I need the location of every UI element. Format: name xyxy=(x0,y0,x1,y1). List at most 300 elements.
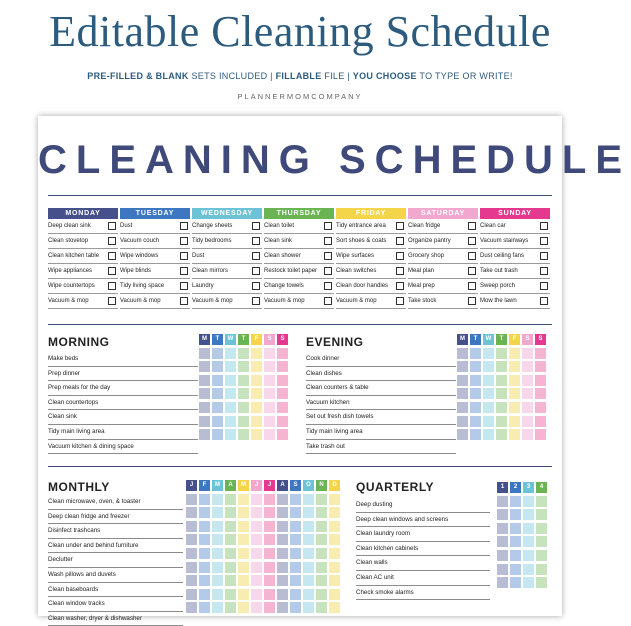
tracker-cell[interactable] xyxy=(290,534,301,545)
tracker-cell[interactable] xyxy=(186,548,197,559)
tracker-cell[interactable] xyxy=(522,416,533,427)
tracker-cell[interactable] xyxy=(316,562,327,573)
tracker-cell[interactable] xyxy=(303,494,314,505)
task-checkbox[interactable] xyxy=(396,267,404,275)
task-checkbox[interactable] xyxy=(324,222,332,230)
tracker-cell[interactable] xyxy=(483,375,494,386)
tracker-cell[interactable] xyxy=(264,348,275,359)
tracker-cell[interactable] xyxy=(238,402,249,413)
tracker-cell[interactable] xyxy=(496,388,507,399)
tracker-cell[interactable] xyxy=(264,388,275,399)
task-checkbox[interactable] xyxy=(252,297,260,305)
tracker-cell[interactable] xyxy=(303,507,314,518)
tracker-cell[interactable] xyxy=(497,550,508,561)
tracker-cell[interactable] xyxy=(303,521,314,532)
tracker-cell[interactable] xyxy=(199,388,210,399)
tracker-cell[interactable] xyxy=(535,348,546,359)
tracker-cell[interactable] xyxy=(212,602,223,613)
tracker-cell[interactable] xyxy=(186,521,197,532)
tracker-cell[interactable] xyxy=(199,416,210,427)
tracker-cell[interactable] xyxy=(483,429,494,440)
tracker-cell[interactable] xyxy=(536,523,547,534)
tracker-cell[interactable] xyxy=(238,507,249,518)
quarterly-grid-row xyxy=(497,536,549,547)
tracker-cell[interactable] xyxy=(329,562,340,573)
tracker-cell[interactable] xyxy=(303,548,314,559)
tracker-cell[interactable] xyxy=(251,429,262,440)
tracker-cell[interactable] xyxy=(509,361,520,372)
tracker-cell[interactable] xyxy=(303,562,314,573)
task-checkbox[interactable] xyxy=(540,252,548,260)
tracker-cell[interactable] xyxy=(496,348,507,359)
tracker-cell[interactable] xyxy=(264,562,275,573)
tracker-cell[interactable] xyxy=(225,429,236,440)
tracker-cell[interactable] xyxy=(238,548,249,559)
tracker-cell[interactable] xyxy=(510,577,521,588)
tracker-cell[interactable] xyxy=(225,388,236,399)
tracker-cell[interactable] xyxy=(496,429,507,440)
tracker-cell[interactable] xyxy=(522,361,533,372)
tracker-cell[interactable] xyxy=(510,564,521,575)
tracker-cell[interactable] xyxy=(316,507,327,518)
tracker-cell[interactable] xyxy=(522,429,533,440)
tracker-cell[interactable] xyxy=(329,589,340,600)
tracker-cell[interactable] xyxy=(238,521,249,532)
tracker-cell[interactable] xyxy=(225,548,236,559)
tracker-cell[interactable] xyxy=(316,602,327,613)
weekly-task-label: Vacuum & mop xyxy=(264,298,305,304)
tracker-cell[interactable] xyxy=(238,602,249,613)
tracker-cell[interactable] xyxy=(251,494,262,505)
task-checkbox[interactable] xyxy=(540,237,548,245)
tracker-cell[interactable] xyxy=(186,602,197,613)
tracker-cell[interactable] xyxy=(536,496,547,507)
tracker-cell[interactable] xyxy=(497,577,508,588)
tracker-cell[interactable] xyxy=(225,416,236,427)
tracker-cell[interactable] xyxy=(238,429,249,440)
tracker-cell[interactable] xyxy=(251,375,262,386)
tracker-cell[interactable] xyxy=(497,564,508,575)
tracker-cell[interactable] xyxy=(225,589,236,600)
tracker-cell[interactable] xyxy=(225,375,236,386)
tracker-cell[interactable] xyxy=(522,388,533,399)
tracker-cell[interactable] xyxy=(523,577,534,588)
tracker-cell[interactable] xyxy=(212,402,223,413)
evening-column-label: W xyxy=(483,334,494,345)
weekly-task-row xyxy=(192,279,262,294)
weekly-task-row xyxy=(120,219,190,234)
tracker-cell[interactable] xyxy=(290,589,301,600)
tracker-cell[interactable] xyxy=(251,416,262,427)
tracker-cell[interactable] xyxy=(535,402,546,413)
tracker-cell[interactable] xyxy=(277,575,288,586)
task-checkbox[interactable] xyxy=(252,267,260,275)
tracker-cell[interactable] xyxy=(264,416,275,427)
tracker-cell[interactable] xyxy=(264,589,275,600)
tracker-cell[interactable] xyxy=(522,375,533,386)
task-checkbox[interactable] xyxy=(540,282,548,290)
task-checkbox[interactable] xyxy=(396,282,404,290)
tracker-cell[interactable] xyxy=(329,494,340,505)
task-checkbox[interactable] xyxy=(468,267,476,275)
tracker-cell[interactable] xyxy=(212,416,223,427)
tracker-cell[interactable] xyxy=(470,388,481,399)
tracker-cell[interactable] xyxy=(509,416,520,427)
weekly-task-label: Vacuum & mop xyxy=(48,298,89,304)
tracker-cell[interactable] xyxy=(264,534,275,545)
task-checkbox[interactable] xyxy=(108,237,116,245)
tracker-cell[interactable] xyxy=(290,548,301,559)
tracker-cell[interactable] xyxy=(510,550,521,561)
tracker-cell[interactable] xyxy=(277,507,288,518)
tracker-cell[interactable] xyxy=(264,575,275,586)
task-checkbox[interactable] xyxy=(540,222,548,230)
evening-task: Tidy main living area xyxy=(306,425,456,440)
weekly-task-row xyxy=(120,279,190,294)
task-checkbox[interactable] xyxy=(396,297,404,305)
tracker-cell[interactable] xyxy=(277,416,288,427)
tracker-cell[interactable] xyxy=(277,548,288,559)
task-checkbox[interactable] xyxy=(108,267,116,275)
tracker-cell[interactable] xyxy=(509,388,520,399)
tracker-cell[interactable] xyxy=(523,536,534,547)
tracker-cell[interactable] xyxy=(497,523,508,534)
tracker-cell[interactable] xyxy=(277,521,288,532)
tracker-cell[interactable] xyxy=(264,548,275,559)
tracker-cell[interactable] xyxy=(264,494,275,505)
tracker-cell[interactable] xyxy=(251,361,262,372)
tracker-cell[interactable] xyxy=(316,494,327,505)
weekly-task-row xyxy=(336,294,406,309)
tracker-cell[interactable] xyxy=(316,521,327,532)
tracker-cell[interactable] xyxy=(470,416,481,427)
tracker-cell[interactable] xyxy=(496,402,507,413)
tracker-cell[interactable] xyxy=(186,562,197,573)
tracker-cell[interactable] xyxy=(483,361,494,372)
tracker-cell[interactable] xyxy=(457,429,468,440)
sheet-title: CLEANING SCHEDULE xyxy=(38,138,631,182)
tracker-cell[interactable] xyxy=(290,575,301,586)
tracker-cell[interactable] xyxy=(212,534,223,545)
task-checkbox[interactable] xyxy=(252,222,260,230)
tracker-cell[interactable] xyxy=(212,494,223,505)
tracker-cell[interactable] xyxy=(497,536,508,547)
tracker-cell[interactable] xyxy=(199,494,210,505)
tracker-cell[interactable] xyxy=(238,575,249,586)
evening-title: EVENING xyxy=(306,335,364,349)
tracker-cell[interactable] xyxy=(329,548,340,559)
tracker-cell[interactable] xyxy=(303,534,314,545)
tracker-cell[interactable] xyxy=(251,575,262,586)
tracker-cell[interactable] xyxy=(536,550,547,561)
task-checkbox[interactable] xyxy=(108,297,116,305)
tracker-cell[interactable] xyxy=(212,575,223,586)
task-checkbox[interactable] xyxy=(324,267,332,275)
tracker-cell[interactable] xyxy=(186,494,197,505)
weekly-task-row xyxy=(48,249,118,264)
tracker-cell[interactable] xyxy=(251,402,262,413)
tracker-cell[interactable] xyxy=(316,575,327,586)
weekly-task-row xyxy=(192,264,262,279)
tracker-cell[interactable] xyxy=(264,429,275,440)
tracker-cell[interactable] xyxy=(238,534,249,545)
task-checkbox[interactable] xyxy=(108,252,116,260)
task-checkbox[interactable] xyxy=(396,252,404,260)
task-checkbox[interactable] xyxy=(324,237,332,245)
task-checkbox[interactable] xyxy=(540,297,548,305)
tracker-cell[interactable] xyxy=(483,416,494,427)
monthly-task: Clean under and behind furniture xyxy=(48,539,183,554)
tracker-cell[interactable] xyxy=(496,416,507,427)
tracker-cell[interactable] xyxy=(470,361,481,372)
morning-grid-header xyxy=(199,334,290,345)
tracker-cell[interactable] xyxy=(251,507,262,518)
banner-title: Editable Cleaning Schedule xyxy=(49,7,551,56)
task-checkbox[interactable] xyxy=(324,252,332,260)
tracker-cell[interactable] xyxy=(238,589,249,600)
tracker-cell[interactable] xyxy=(277,402,288,413)
tracker-cell[interactable] xyxy=(290,507,301,518)
tracker-cell[interactable] xyxy=(535,375,546,386)
tracker-cell[interactable] xyxy=(535,388,546,399)
task-checkbox[interactable] xyxy=(180,237,188,245)
tracker-cell[interactable] xyxy=(277,602,288,613)
tracker-cell[interactable] xyxy=(238,388,249,399)
tracker-cell[interactable] xyxy=(212,507,223,518)
task-checkbox[interactable] xyxy=(468,282,476,290)
tracker-cell[interactable] xyxy=(523,550,534,561)
tracker-cell[interactable] xyxy=(212,429,223,440)
tracker-cell[interactable] xyxy=(496,361,507,372)
tracker-cell[interactable] xyxy=(329,602,340,613)
task-checkbox[interactable] xyxy=(180,267,188,275)
tracker-cell[interactable] xyxy=(316,589,327,600)
weekly-task-label: Wipe appliances xyxy=(48,268,93,274)
tracker-cell[interactable] xyxy=(225,602,236,613)
tracker-cell[interactable] xyxy=(238,562,249,573)
tracker-cell[interactable] xyxy=(225,507,236,518)
tracker-cell[interactable] xyxy=(212,562,223,573)
tracker-cell[interactable] xyxy=(225,562,236,573)
tracker-cell[interactable] xyxy=(199,361,210,372)
tracker-cell[interactable] xyxy=(303,602,314,613)
task-checkbox[interactable] xyxy=(180,252,188,260)
tracker-cell[interactable] xyxy=(264,361,275,372)
task-checkbox[interactable] xyxy=(396,222,404,230)
tracker-cell[interactable] xyxy=(225,494,236,505)
tracker-cell[interactable] xyxy=(316,548,327,559)
tracker-cell[interactable] xyxy=(277,429,288,440)
tracker-cell[interactable] xyxy=(251,602,262,613)
tracker-cell[interactable] xyxy=(483,402,494,413)
tracker-cell[interactable] xyxy=(264,507,275,518)
tracker-cell[interactable] xyxy=(212,388,223,399)
tracker-cell[interactable] xyxy=(199,402,210,413)
tracker-cell[interactable] xyxy=(510,509,521,520)
tracker-cell[interactable] xyxy=(457,416,468,427)
tracker-cell[interactable] xyxy=(523,509,534,520)
weekly-task-label: Change sheets xyxy=(192,223,233,229)
tracker-cell[interactable] xyxy=(238,348,249,359)
tracker-cell[interactable] xyxy=(225,348,236,359)
tracker-cell[interactable] xyxy=(523,523,534,534)
tracker-cell[interactable] xyxy=(329,507,340,518)
tracker-cell[interactable] xyxy=(509,402,520,413)
day-header: THURSDAY xyxy=(264,208,334,219)
task-checkbox[interactable] xyxy=(252,252,260,260)
tracker-cell[interactable] xyxy=(238,361,249,372)
tracker-cell[interactable] xyxy=(483,388,494,399)
tracker-cell[interactable] xyxy=(212,348,223,359)
tracker-cell[interactable] xyxy=(264,375,275,386)
tracker-cell[interactable] xyxy=(199,507,210,518)
tracker-cell[interactable] xyxy=(199,375,210,386)
tracker-cell[interactable] xyxy=(457,361,468,372)
tracker-cell[interactable] xyxy=(199,562,210,573)
tracker-cell[interactable] xyxy=(186,589,197,600)
tracker-cell[interactable] xyxy=(264,521,275,532)
tracker-cell[interactable] xyxy=(199,548,210,559)
tracker-cell[interactable] xyxy=(535,429,546,440)
task-checkbox[interactable] xyxy=(468,297,476,305)
tracker-cell[interactable] xyxy=(225,534,236,545)
tracker-cell[interactable] xyxy=(329,575,340,586)
tracker-cell[interactable] xyxy=(470,348,481,359)
tracker-cell[interactable] xyxy=(264,602,275,613)
task-checkbox[interactable] xyxy=(468,237,476,245)
task-checkbox[interactable] xyxy=(180,222,188,230)
tracker-cell[interactable] xyxy=(225,402,236,413)
tracker-cell[interactable] xyxy=(457,388,468,399)
tracker-cell[interactable] xyxy=(457,375,468,386)
tracker-cell[interactable] xyxy=(277,361,288,372)
task-checkbox[interactable] xyxy=(396,237,404,245)
tracker-cell[interactable] xyxy=(212,361,223,372)
tracker-cell[interactable] xyxy=(522,348,533,359)
task-checkbox[interactable] xyxy=(468,222,476,230)
task-checkbox[interactable] xyxy=(108,222,116,230)
tracker-cell[interactable] xyxy=(536,564,547,575)
tracker-cell[interactable] xyxy=(290,562,301,573)
tracker-cell[interactable] xyxy=(523,564,534,575)
tracker-cell[interactable] xyxy=(277,388,288,399)
tracker-cell[interactable] xyxy=(212,548,223,559)
tracker-cell[interactable] xyxy=(470,375,481,386)
tracker-cell[interactable] xyxy=(470,429,481,440)
tracker-cell[interactable] xyxy=(199,521,210,532)
tracker-cell[interactable] xyxy=(212,521,223,532)
tracker-cell[interactable] xyxy=(496,375,507,386)
tracker-cell[interactable] xyxy=(251,562,262,573)
tracker-cell[interactable] xyxy=(251,589,262,600)
tracker-cell[interactable] xyxy=(510,523,521,534)
task-checkbox[interactable] xyxy=(252,282,260,290)
tracker-cell[interactable] xyxy=(186,534,197,545)
task-checkbox[interactable] xyxy=(540,267,548,275)
task-checkbox[interactable] xyxy=(252,237,260,245)
tracker-cell[interactable] xyxy=(316,534,327,545)
tracker-cell[interactable] xyxy=(225,361,236,372)
task-checkbox[interactable] xyxy=(180,297,188,305)
task-checkbox[interactable] xyxy=(468,252,476,260)
tracker-cell[interactable] xyxy=(509,348,520,359)
tracker-cell[interactable] xyxy=(199,429,210,440)
weekly-task-label: Meal prep xyxy=(408,283,435,289)
tracker-cell[interactable] xyxy=(303,589,314,600)
tracker-cell[interactable] xyxy=(251,388,262,399)
tracker-cell[interactable] xyxy=(238,375,249,386)
tracker-cell[interactable] xyxy=(457,402,468,413)
tracker-cell[interactable] xyxy=(535,361,546,372)
tracker-cell[interactable] xyxy=(510,496,521,507)
tracker-cell[interactable] xyxy=(536,536,547,547)
tracker-cell[interactable] xyxy=(199,602,210,613)
tracker-cell[interactable] xyxy=(509,429,520,440)
tracker-cell[interactable] xyxy=(509,375,520,386)
tracker-cell[interactable] xyxy=(523,496,534,507)
weekly-task-row xyxy=(336,219,406,234)
tracker-cell[interactable] xyxy=(277,589,288,600)
task-checkbox[interactable] xyxy=(180,282,188,290)
tracker-cell[interactable] xyxy=(536,577,547,588)
tracker-cell[interactable] xyxy=(186,575,197,586)
tracker-cell[interactable] xyxy=(225,575,236,586)
tracker-cell[interactable] xyxy=(225,521,236,532)
tracker-cell[interactable] xyxy=(277,494,288,505)
tracker-cell[interactable] xyxy=(497,509,508,520)
tracker-cell[interactable] xyxy=(251,534,262,545)
task-checkbox[interactable] xyxy=(324,297,332,305)
tracker-cell[interactable] xyxy=(457,348,468,359)
tracker-cell[interactable] xyxy=(303,575,314,586)
tracker-cell[interactable] xyxy=(264,402,275,413)
tracker-cell[interactable] xyxy=(199,589,210,600)
tracker-cell[interactable] xyxy=(212,375,223,386)
tracker-cell[interactable] xyxy=(277,534,288,545)
tracker-cell[interactable] xyxy=(483,348,494,359)
tracker-cell[interactable] xyxy=(199,575,210,586)
tracker-cell[interactable] xyxy=(510,536,521,547)
tracker-cell[interactable] xyxy=(238,494,249,505)
task-checkbox[interactable] xyxy=(108,282,116,290)
tracker-cell[interactable] xyxy=(497,496,508,507)
morning-column-label: M xyxy=(199,334,210,345)
tracker-cell[interactable] xyxy=(277,562,288,573)
tracker-cell[interactable] xyxy=(277,348,288,359)
tracker-cell[interactable] xyxy=(277,375,288,386)
tracker-cell[interactable] xyxy=(251,521,262,532)
tracker-cell[interactable] xyxy=(535,416,546,427)
task-checkbox[interactable] xyxy=(324,282,332,290)
tracker-cell[interactable] xyxy=(536,509,547,520)
tracker-cell[interactable] xyxy=(238,416,249,427)
weekly-task-label: Change towels xyxy=(264,283,304,289)
tracker-cell[interactable] xyxy=(329,534,340,545)
tracker-cell[interactable] xyxy=(290,602,301,613)
tracker-cell[interactable] xyxy=(470,402,481,413)
tracker-cell[interactable] xyxy=(522,402,533,413)
tracker-cell[interactable] xyxy=(251,348,262,359)
tracker-cell[interactable] xyxy=(290,521,301,532)
tracker-cell[interactable] xyxy=(212,589,223,600)
tracker-cell[interactable] xyxy=(186,507,197,518)
tracker-cell[interactable] xyxy=(251,548,262,559)
tracker-cell[interactable] xyxy=(290,494,301,505)
monthly-column-label: M xyxy=(238,480,249,491)
tracker-cell[interactable] xyxy=(329,521,340,532)
tracker-cell[interactable] xyxy=(199,534,210,545)
tracker-cell[interactable] xyxy=(199,348,210,359)
